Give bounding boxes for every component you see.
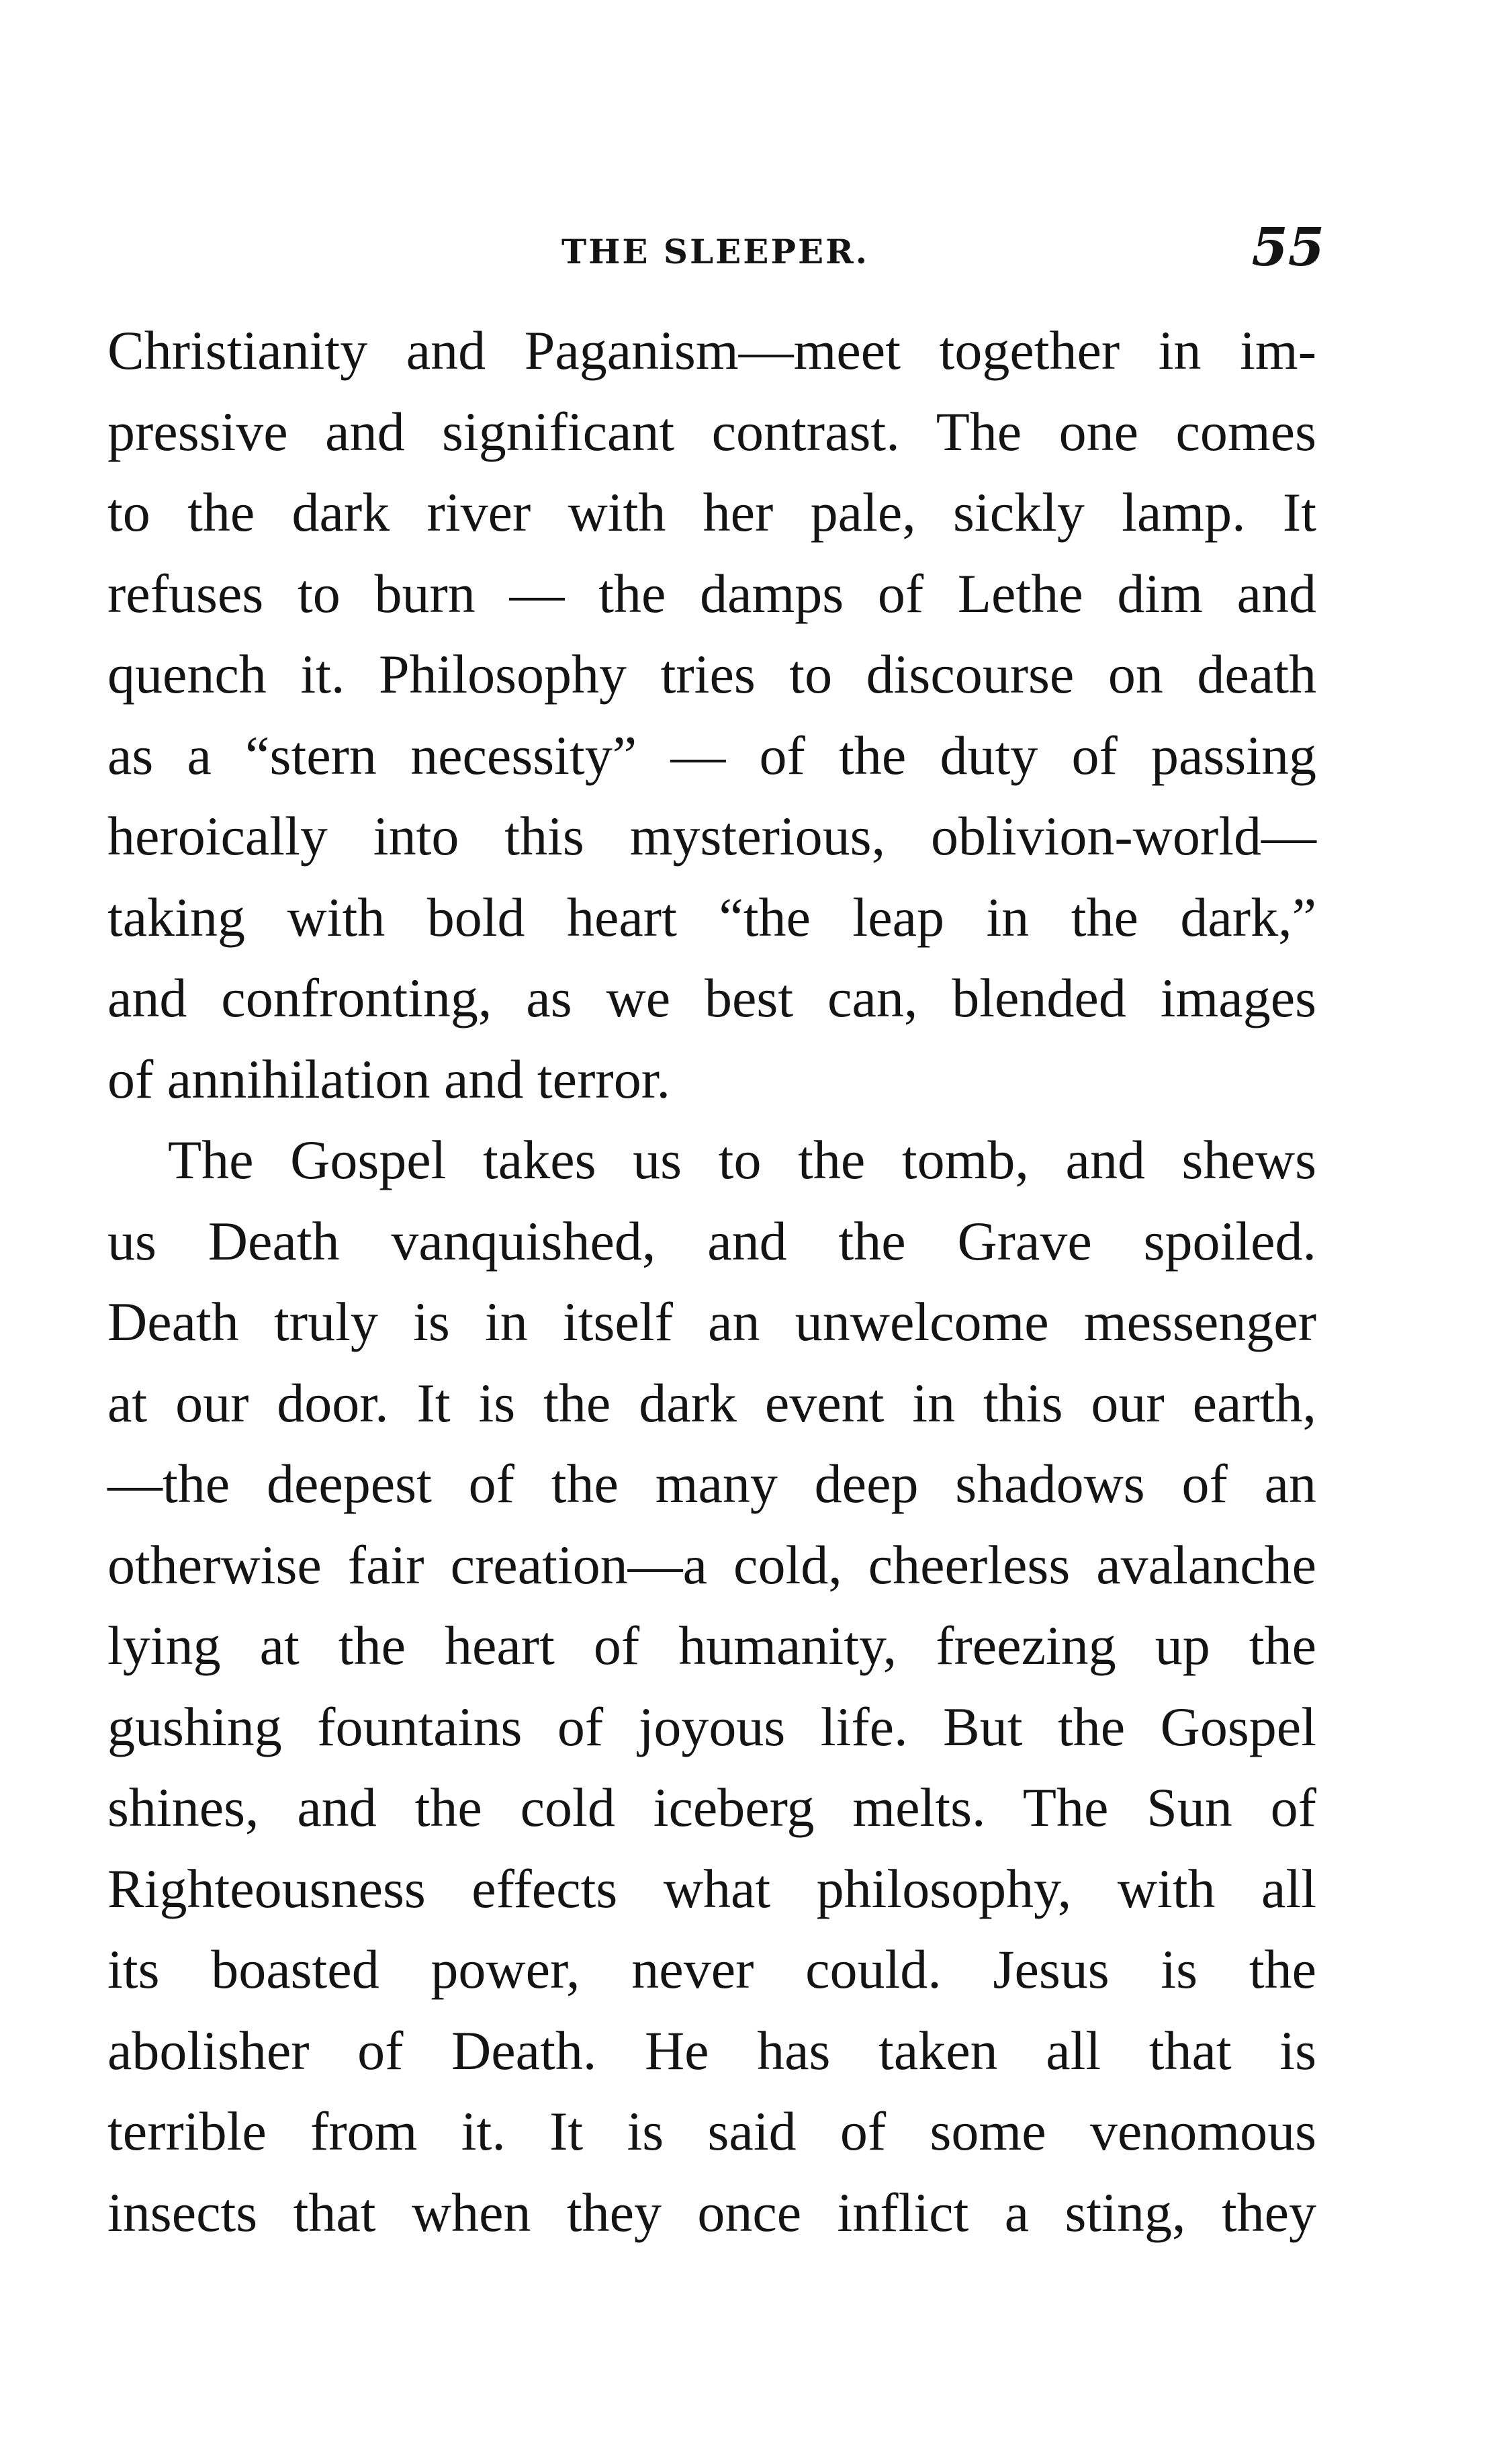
text-line: as a “stern necessity” — of the duty of passing	[107, 724, 1316, 786]
page-number: 55	[1251, 217, 1324, 278]
text-line: taking with bold heart “the leap in the dark,”	[107, 886, 1316, 948]
text-line: otherwise fair creation—a cold, cheerless avalanche	[107, 1534, 1316, 1595]
text-line: terrible from it. It is said of some venomous	[107, 2101, 1316, 2162]
text-line: refuses to burn — the damps of Lethe dim and	[107, 562, 1316, 624]
text-line: and confronting, as we best can, blended images	[107, 967, 1316, 1028]
text-line: lying at the heart of humanity, freezing up the	[107, 1615, 1316, 1676]
text-line: Righteousness effects what philosophy, with all	[107, 1857, 1316, 1919]
text-line: shines, and the cold iceberg melts. The Sun of	[107, 1777, 1316, 1838]
text-line: Christianity and Paganism—meet together in im-	[107, 320, 1316, 381]
text-line: —the deepest of the many deep shadows of an	[107, 1453, 1316, 1514]
body-text	[107, 310, 1316, 2253]
text-line: us Death vanquished, and the Grave spoiled.	[107, 1210, 1316, 1272]
text-line: pressive and significant contrast. The one comes	[107, 400, 1316, 462]
text-line: its boasted power, never could. Jesus is the	[107, 1939, 1316, 2000]
text-line: at our door. It is the dark event in this our earth,	[107, 1372, 1316, 1434]
text-line: insects that when they once inflict a sting, they	[107, 2181, 1316, 2243]
text-line: heroically into this mysterious, oblivion-world—	[107, 805, 1316, 867]
paragraph	[107, 310, 1316, 1120]
text-line: to the dark river with her pale, sickly lamp. It	[107, 482, 1316, 543]
running-title: THE SLEEPER.	[561, 232, 870, 271]
text-line: Death truly is in itself an unwelcome messenger	[107, 1291, 1316, 1352]
text-line: The Gospel takes us to the tomb, and shews	[168, 1129, 1316, 1190]
running-head	[107, 217, 1324, 282]
paragraph	[107, 1120, 1316, 2253]
text-line: of annihilation and terror.	[107, 1048, 670, 1110]
text-line: abolisher of Death. He has taken all that is	[107, 2019, 1316, 2081]
text-line: quench it. Philosophy tries to discourse on death	[107, 644, 1316, 705]
text-line: gushing fountains of joyous life. But the Gospel	[107, 1696, 1316, 1757]
